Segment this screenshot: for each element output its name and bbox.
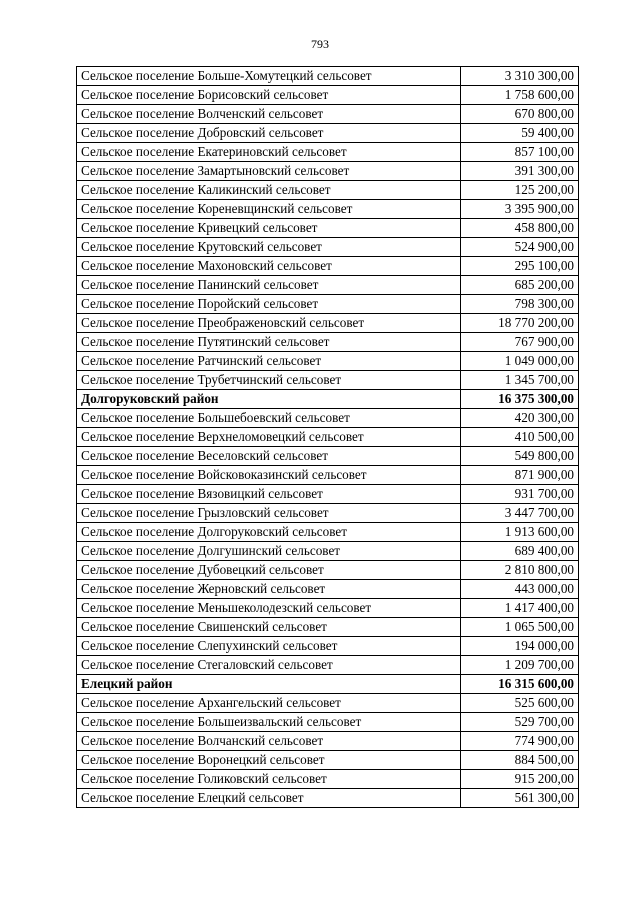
- table-row: [77, 732, 579, 751]
- settlement-amount: 871 900,00: [461, 466, 579, 485]
- table-row: [77, 466, 579, 485]
- table-row: [77, 770, 579, 789]
- settlement-amount: 685 200,00: [461, 276, 579, 295]
- settlement-amount: 1 345 700,00: [461, 371, 579, 390]
- settlement-amount: 1 065 500,00: [461, 618, 579, 637]
- settlement-amount: 391 300,00: [461, 162, 579, 181]
- settlement-name: Сельское поселение Поройский сельсовет: [77, 295, 461, 314]
- table-row: [77, 618, 579, 637]
- table-row: [77, 295, 579, 314]
- settlement-name: Сельское поселение Кореневщинский сельсовет: [77, 200, 461, 219]
- settlement-name: Сельское поселение Меньшеколодезский сельсовет: [77, 599, 461, 618]
- settlement-name: Сельское поселение Войсковоказинский сельсовет: [77, 466, 461, 485]
- table-row: [77, 656, 579, 675]
- table-row: [77, 333, 579, 352]
- table-row: [77, 124, 579, 143]
- settlement-amount: 1 049 000,00: [461, 352, 579, 371]
- table-row: [77, 219, 579, 238]
- table-body: [77, 67, 579, 808]
- settlement-amount: 561 300,00: [461, 789, 579, 808]
- district-name: Елецкий район: [77, 675, 461, 694]
- settlement-amount: 194 000,00: [461, 637, 579, 656]
- table-row: [77, 143, 579, 162]
- settlement-name: Сельское поселение Борисовский сельсовет: [77, 86, 461, 105]
- settlement-name: Сельское поселение Долгушинский сельсовет: [77, 542, 461, 561]
- settlement-name: Сельское поселение Волченский сельсовет: [77, 105, 461, 124]
- settlement-name: Сельское поселение Преображеновский сельсовет: [77, 314, 461, 333]
- settlement-amount: 3 395 900,00: [461, 200, 579, 219]
- table-row: [77, 67, 579, 86]
- settlement-name: Сельское поселение Голиковский сельсовет: [77, 770, 461, 789]
- settlement-amount: 884 500,00: [461, 751, 579, 770]
- table-row: [77, 238, 579, 257]
- settlement-name: Сельское поселение Панинский сельсовет: [77, 276, 461, 295]
- settlement-amount: 931 700,00: [461, 485, 579, 504]
- settlement-amount: 774 900,00: [461, 732, 579, 751]
- table-row: [77, 694, 579, 713]
- page-number: 793: [311, 37, 329, 51]
- settlement-name: Сельское поселение Большебоевский сельсовет: [77, 409, 461, 428]
- table-row: [77, 105, 579, 124]
- settlement-name: Сельское поселение Кривецкий сельсовет: [77, 219, 461, 238]
- table-row: [77, 181, 579, 200]
- settlement-name: Сельское поселение Путятинский сельсовет: [77, 333, 461, 352]
- settlement-name: Сельское поселение Вязовицкий сельсовет: [77, 485, 461, 504]
- settlement-name: Сельское поселение Ратчинский сельсовет: [77, 352, 461, 371]
- district-name: Долгоруковский район: [77, 390, 461, 409]
- settlement-amount: 3 447 700,00: [461, 504, 579, 523]
- settlement-amount: 18 770 200,00: [461, 314, 579, 333]
- settlement-amount: 125 200,00: [461, 181, 579, 200]
- settlement-amount: 443 000,00: [461, 580, 579, 599]
- table-row: [77, 504, 579, 523]
- settlement-name: Сельское поселение Слепухинский сельсовет: [77, 637, 461, 656]
- settlement-amount: 549 800,00: [461, 447, 579, 466]
- settlement-name: Сельское поселение Стегаловский сельсовет: [77, 656, 461, 675]
- table-row: [77, 751, 579, 770]
- settlement-name: Сельское поселение Воронецкий сельсовет: [77, 751, 461, 770]
- settlement-amount: 670 800,00: [461, 105, 579, 124]
- settlement-amount: 1 417 400,00: [461, 599, 579, 618]
- settlement-amount: 458 800,00: [461, 219, 579, 238]
- settlement-amount: 525 600,00: [461, 694, 579, 713]
- table-row: [77, 409, 579, 428]
- district-row: [77, 675, 579, 694]
- settlement-amount: 915 200,00: [461, 770, 579, 789]
- table-row: [77, 580, 579, 599]
- settlement-amount: 689 400,00: [461, 542, 579, 561]
- table-row: [77, 428, 579, 447]
- budget-table: [76, 66, 579, 808]
- settlement-name: Сельское поселение Замартыновский сельсовет: [77, 162, 461, 181]
- table-row: [77, 485, 579, 504]
- settlement-amount: 524 900,00: [461, 238, 579, 257]
- settlement-amount: 2 810 800,00: [461, 561, 579, 580]
- settlement-amount: 420 300,00: [461, 409, 579, 428]
- table-row: [77, 257, 579, 276]
- table-row: [77, 599, 579, 618]
- settlement-amount: 857 100,00: [461, 143, 579, 162]
- table-row: [77, 352, 579, 371]
- settlement-name: Сельское поселение Больше-Хомутецкий сельсовет: [77, 67, 461, 86]
- table-row: [77, 523, 579, 542]
- table-row: [77, 637, 579, 656]
- table-row: [77, 86, 579, 105]
- settlement-name: Сельское поселение Дубовецкий сельсовет: [77, 561, 461, 580]
- settlement-amount: 1 758 600,00: [461, 86, 579, 105]
- settlement-name: Сельское поселение Волчанский сельсовет: [77, 732, 461, 751]
- settlement-name: Сельское поселение Архангельский сельсовет: [77, 694, 461, 713]
- settlement-name: Сельское поселение Веселовский сельсовет: [77, 447, 461, 466]
- table-row: [77, 314, 579, 333]
- settlement-amount: 295 100,00: [461, 257, 579, 276]
- table-row: [77, 542, 579, 561]
- settlement-name: Сельское поселение Екатериновский сельсовет: [77, 143, 461, 162]
- settlement-amount: 798 300,00: [461, 295, 579, 314]
- table-row: [77, 447, 579, 466]
- settlement-amount: 1 209 700,00: [461, 656, 579, 675]
- settlement-name: Сельское поселение Добровский сельсовет: [77, 124, 461, 143]
- settlement-amount: 1 913 600,00: [461, 523, 579, 542]
- settlement-amount: 3 310 300,00: [461, 67, 579, 86]
- settlement-amount: 59 400,00: [461, 124, 579, 143]
- settlement-name: Сельское поселение Грызловский сельсовет: [77, 504, 461, 523]
- table-row: [77, 561, 579, 580]
- table-row: [77, 371, 579, 390]
- settlement-name: Сельское поселение Крутовский сельсовет: [77, 238, 461, 257]
- settlement-amount: 767 900,00: [461, 333, 579, 352]
- settlement-name: Сельское поселение Долгоруковский сельсовет: [77, 523, 461, 542]
- settlement-name: Сельское поселение Каликинский сельсовет: [77, 181, 461, 200]
- table-row: [77, 713, 579, 732]
- table-row: [77, 162, 579, 181]
- settlement-name: Сельское поселение Свишенский сельсовет: [77, 618, 461, 637]
- settlement-name: Сельское поселение Большеизвальский сельсовет: [77, 713, 461, 732]
- settlement-name: Сельское поселение Жерновский сельсовет: [77, 580, 461, 599]
- district-row: [77, 390, 579, 409]
- settlement-name: Сельское поселение Трубетчинский сельсовет: [77, 371, 461, 390]
- settlement-name: Сельское поселение Верхнеломовецкий сельсовет: [77, 428, 461, 447]
- settlement-amount: 410 500,00: [461, 428, 579, 447]
- settlement-name: Сельское поселение Махоновский сельсовет: [77, 257, 461, 276]
- table-row: [77, 789, 579, 808]
- district-total: 16 315 600,00: [461, 675, 579, 694]
- settlement-amount: 529 700,00: [461, 713, 579, 732]
- settlement-name: Сельское поселение Елецкий сельсовет: [77, 789, 461, 808]
- table-row: [77, 276, 579, 295]
- table-row: [77, 200, 579, 219]
- district-total: 16 375 300,00: [461, 390, 579, 409]
